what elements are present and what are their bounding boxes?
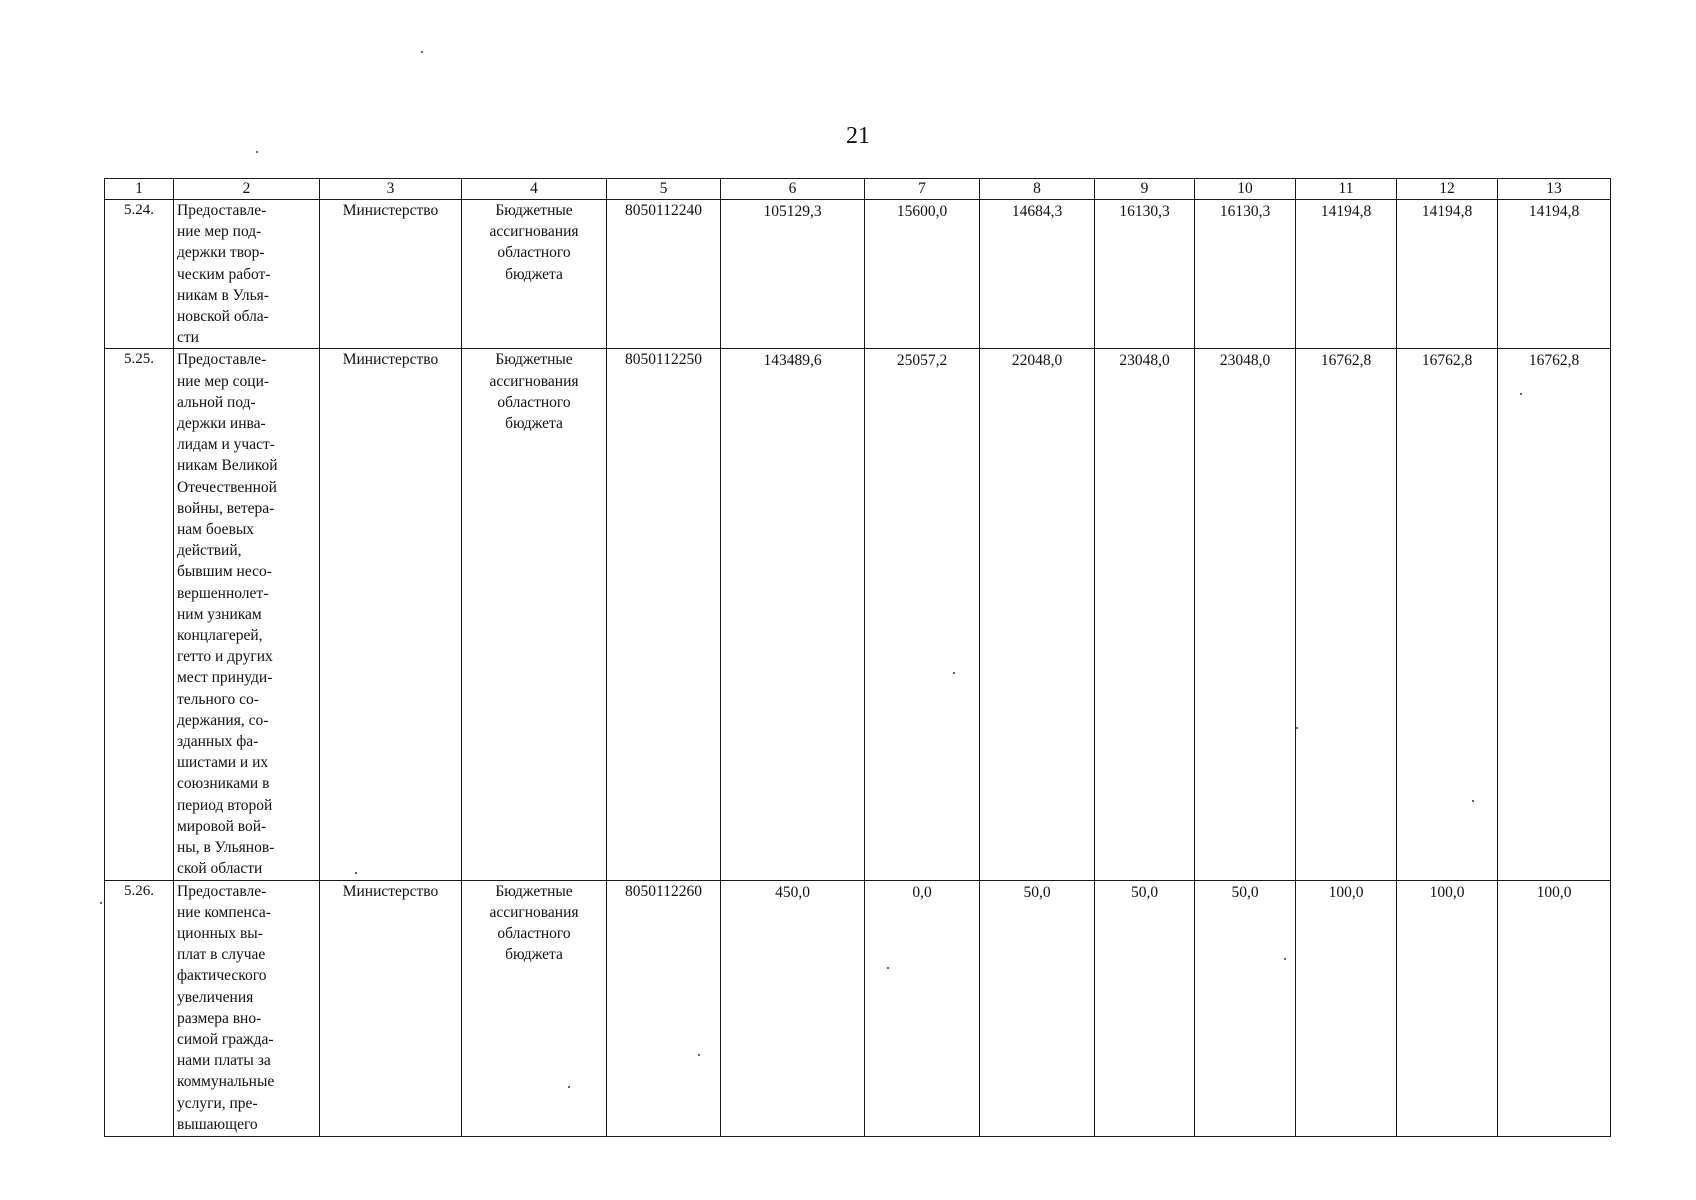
executor: Министерство bbox=[320, 349, 462, 880]
description-line: Предоставле- bbox=[177, 882, 267, 900]
amount-year: 100,0 bbox=[1397, 880, 1498, 1136]
amount-year: 16762,8 bbox=[1296, 349, 1397, 880]
description-line: вышающего bbox=[177, 1115, 258, 1133]
amount-year: 23048,0 bbox=[1095, 349, 1195, 880]
description-line: размера вно- bbox=[177, 1009, 262, 1027]
description-line: лидам и участ- bbox=[177, 436, 275, 454]
page-number: 21 bbox=[846, 123, 870, 149]
description-line: тельного со- bbox=[177, 690, 259, 708]
measure-description bbox=[174, 200, 320, 349]
funding-source-line: ассигнования bbox=[489, 372, 579, 390]
scan-speck bbox=[568, 1086, 570, 1088]
scan-speck bbox=[256, 151, 258, 153]
description-line: действий, bbox=[177, 542, 242, 560]
funding-source-line: Бюджетные bbox=[495, 202, 573, 219]
amount-year: 14194,8 bbox=[1498, 200, 1611, 349]
description-line: ние компенса- bbox=[177, 903, 271, 921]
description-line: фактического bbox=[177, 967, 267, 985]
description-line: коммунальные bbox=[177, 1073, 275, 1091]
description-line: ны, в Ульянов- bbox=[177, 839, 275, 857]
funding-source bbox=[462, 200, 607, 349]
scan-speck bbox=[100, 902, 102, 904]
description-line: ние мер под- bbox=[177, 223, 262, 241]
scan-speck bbox=[1472, 800, 1474, 802]
description-line: гетто и других bbox=[177, 648, 273, 666]
funding-source-line: бюджета bbox=[505, 946, 563, 964]
budget-code: 8050112250 bbox=[607, 349, 721, 880]
description-line: войны, ветера- bbox=[177, 499, 275, 517]
amount-year: 22048,0 bbox=[980, 349, 1095, 880]
amount-year: 50,0 bbox=[1195, 880, 1296, 1136]
description-line: держки инва- bbox=[177, 415, 266, 433]
funding-source-line: Бюджетные bbox=[495, 351, 573, 369]
amount-year: 50,0 bbox=[980, 880, 1095, 1136]
amount-year: 14194,8 bbox=[1296, 200, 1397, 349]
scan-speck bbox=[1296, 727, 1298, 729]
description-line: держки твор- bbox=[177, 244, 265, 262]
scan-speck bbox=[355, 872, 357, 874]
description-line: новской обла- bbox=[177, 308, 269, 326]
funding-source-line: областного bbox=[497, 393, 571, 411]
budget-table bbox=[104, 178, 1611, 1137]
scan-speck bbox=[698, 1054, 700, 1056]
row-number: 5.25. bbox=[105, 349, 174, 880]
scan-speck bbox=[1284, 958, 1286, 960]
column-number: 3 bbox=[320, 179, 462, 200]
amount-year: 16762,8 bbox=[1397, 349, 1498, 880]
description-line: мест принуди- bbox=[177, 669, 273, 687]
column-number: 1 bbox=[105, 179, 174, 200]
budget-code: 8050112260 bbox=[607, 880, 721, 1136]
amount-year: 25057,2 bbox=[865, 349, 980, 880]
description-line: Предоставле- bbox=[177, 202, 267, 219]
column-number: 11 bbox=[1296, 179, 1397, 200]
scan-speck bbox=[953, 672, 955, 674]
description-line: никам Великой bbox=[177, 457, 278, 475]
funding-source-line: Бюджетные bbox=[495, 882, 573, 900]
amount-total: 450,0 bbox=[721, 880, 865, 1136]
description-line: нам боевых bbox=[177, 521, 255, 539]
funding-source-line: областного bbox=[497, 924, 571, 942]
funding-source-line: бюджета bbox=[505, 265, 563, 283]
funding-source-line: ассигнования bbox=[489, 903, 579, 921]
column-number: 13 bbox=[1498, 179, 1611, 200]
description-line: плат в случае bbox=[177, 946, 266, 964]
scan-speck bbox=[421, 51, 423, 53]
amount-year: 23048,0 bbox=[1195, 349, 1296, 880]
description-line: сти bbox=[177, 329, 199, 347]
description-line: зданных фа- bbox=[177, 733, 259, 751]
row-number: 5.24. bbox=[105, 200, 174, 349]
amount-year: 14194,8 bbox=[1397, 200, 1498, 349]
description-line: союзниками в bbox=[177, 775, 270, 793]
measure-description bbox=[174, 880, 320, 1136]
table-row bbox=[105, 349, 1611, 880]
measure-description bbox=[174, 349, 320, 880]
column-number: 2 bbox=[174, 179, 320, 200]
scan-speck bbox=[1520, 393, 1522, 395]
description-line: вершеннолет- bbox=[177, 584, 269, 602]
table-row bbox=[105, 880, 1611, 1136]
funding-source-line: областного bbox=[497, 244, 571, 262]
amount-total: 105129,3 bbox=[721, 200, 865, 349]
budget-code: 8050112240 bbox=[607, 200, 721, 349]
description-line: бывшим несо- bbox=[177, 563, 272, 581]
description-line: ционных вы- bbox=[177, 924, 263, 942]
funding-source bbox=[462, 349, 607, 880]
funding-source bbox=[462, 880, 607, 1136]
amount-year: 100,0 bbox=[1498, 880, 1611, 1136]
description-line: никам в Улья- bbox=[177, 286, 269, 304]
table-row bbox=[105, 200, 1611, 349]
description-line: услуги, пре- bbox=[177, 1094, 258, 1112]
column-number: 4 bbox=[462, 179, 607, 200]
description-line: ним узникам bbox=[177, 605, 262, 623]
amount-year: 16762,8 bbox=[1498, 349, 1611, 880]
amount-year: 50,0 bbox=[1095, 880, 1195, 1136]
description-line: концлагерей, bbox=[177, 627, 263, 645]
description-line: увеличения bbox=[177, 988, 254, 1006]
description-line: ние мер соци- bbox=[177, 372, 270, 390]
column-number: 7 bbox=[865, 179, 980, 200]
column-number: 6 bbox=[721, 179, 865, 200]
amount-year: 14684,3 bbox=[980, 200, 1095, 349]
executor: Министерство bbox=[320, 200, 462, 349]
column-number: 8 bbox=[980, 179, 1095, 200]
description-line: симой гражда- bbox=[177, 1030, 274, 1048]
description-line: шистами и их bbox=[177, 754, 269, 772]
description-line: период второй bbox=[177, 796, 273, 814]
executor: Министерство bbox=[320, 880, 462, 1136]
description-line: держания, со- bbox=[177, 711, 269, 729]
row-number: 5.26. bbox=[105, 880, 174, 1136]
description-line: Отечественной bbox=[177, 478, 277, 496]
column-number-row bbox=[105, 179, 1611, 200]
scan-speck bbox=[887, 967, 889, 969]
column-number: 10 bbox=[1195, 179, 1296, 200]
amount-total: 143489,6 bbox=[721, 349, 865, 880]
amount-year: 100,0 bbox=[1296, 880, 1397, 1136]
amount-year: 0,0 bbox=[865, 880, 980, 1136]
column-number: 5 bbox=[607, 179, 721, 200]
description-line: мировой вой- bbox=[177, 817, 267, 835]
description-line: Предоставле- bbox=[177, 351, 267, 369]
funding-source-line: ассигнования bbox=[489, 223, 579, 241]
description-line: альной под- bbox=[177, 393, 256, 411]
description-line: ческим работ- bbox=[177, 265, 271, 283]
column-number: 9 bbox=[1095, 179, 1195, 200]
description-line: нами платы за bbox=[177, 1052, 271, 1070]
description-line: ской области bbox=[177, 860, 263, 878]
amount-year: 16130,3 bbox=[1095, 200, 1195, 349]
column-number: 12 bbox=[1397, 179, 1498, 200]
amount-year: 15600,0 bbox=[865, 200, 980, 349]
funding-source-line: бюджета bbox=[505, 415, 563, 433]
amount-year: 16130,3 bbox=[1195, 200, 1296, 349]
